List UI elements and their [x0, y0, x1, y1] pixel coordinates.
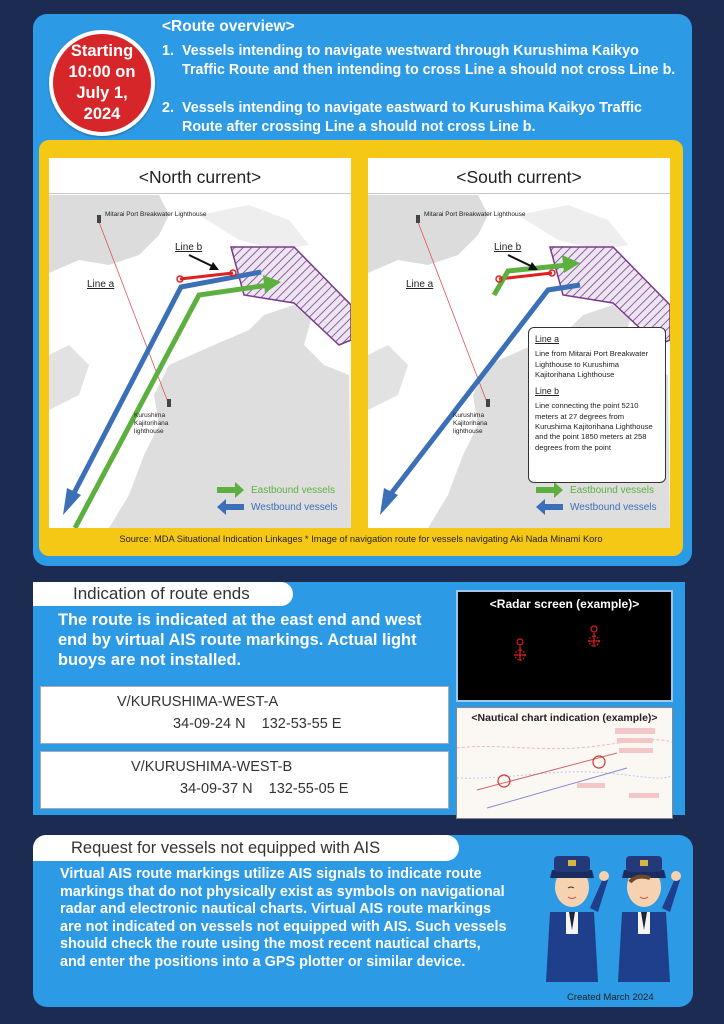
route-marking-card — [40, 686, 449, 744]
radar-ais-marker-icon — [514, 639, 526, 661]
overview-item-number: 1. — [162, 43, 174, 59]
line-a-label: Line a — [87, 279, 115, 290]
nautical-chart-example — [456, 707, 673, 819]
officer-figure — [618, 856, 681, 982]
lighthouse-label: lighthouse — [134, 428, 164, 435]
chart-annotation — [617, 738, 653, 743]
route-marking-lat: 34-09-24 N — [173, 716, 246, 732]
overview-item — [162, 99, 682, 136]
badge-line: 10:00 on — [68, 63, 136, 81]
lighthouse-label: Kurushima — [453, 412, 485, 419]
lighthouse-marker — [416, 215, 420, 223]
start-date-badge — [49, 30, 155, 136]
nautical-chart-graphic — [457, 708, 672, 818]
route-marking-name: V/KURUSHIMA-WEST-A — [117, 694, 279, 710]
westbound-legend-label: Westbound vessels — [251, 502, 338, 513]
route-marking-name: V/KURUSHIMA-WEST-B — [131, 759, 293, 775]
ais-request-text: Virtual AIS route markings utilize AIS signals to indicate route markings that do not physically exist as symbols on navigational radar and electronic nautical charts. Virtual AIS route markings are not indicated on vessels not equipped with AIS. Such vessels should check the route using the most recent nautical charts, and enter the positions into a GPS plotter or similar device. — [60, 866, 507, 970]
land-mass — [518, 205, 628, 250]
line-a-legend-text: Line from Mitarai Port Breakwater Lighthouse to Kurushima Kajitorihana Lighthouse — [535, 349, 649, 379]
line-b-label: Line b — [494, 242, 522, 253]
line-a-label: Line a — [406, 279, 434, 290]
land-mass — [49, 195, 169, 273]
line-definition-legend — [528, 327, 666, 483]
ais-request-heading: Request for vessels not equipped with AIS — [33, 835, 459, 861]
badge-line: Starting — [70, 42, 134, 60]
eastbound-legend-label: Eastbound vessels — [570, 485, 654, 496]
lighthouse-label: Kajitorihana — [134, 420, 169, 427]
route-ends-heading: Indication of route ends — [33, 582, 293, 606]
overview-item-number: 2. — [162, 100, 174, 116]
line-b-pointer — [508, 255, 533, 267]
route-marking-card — [40, 751, 449, 809]
radar-screen-example — [456, 590, 673, 702]
lighthouse-label: Mitarai Port Breakwater Lighthouse — [105, 211, 207, 218]
route-marking-lon: 132-55-05 E — [268, 781, 349, 797]
radar-ais-marker-icon — [588, 626, 600, 647]
land-mass — [368, 345, 408, 410]
radar-graphic — [458, 592, 671, 700]
line-b-pointer — [189, 255, 214, 267]
lighthouse-label: Kurushima — [134, 412, 166, 419]
chart-annotation — [577, 783, 605, 788]
south-map-title: <South current> — [368, 158, 670, 194]
land-mass — [49, 345, 89, 410]
badge-line: July 1, — [76, 84, 128, 102]
line-b-label: Line b — [175, 242, 203, 253]
line-b-legend-heading: Line b — [535, 386, 559, 397]
radar-screen-title: <Radar screen (example)> — [489, 597, 640, 611]
north-current-map — [49, 158, 351, 528]
lighthouse-marker — [97, 215, 101, 223]
overview-item — [162, 42, 677, 79]
source-note: Source: MDA Situational Indication Linkages * Image of navigation route for vessels navigating Aki Nada Minami Koro — [119, 534, 603, 544]
officer-figure — [546, 856, 609, 982]
route-ends-text: The route is indicated at the east end and west end by virtual AIS route markings. Actual light buoys are not installed. — [58, 611, 422, 669]
nautical-chart-title: <Nautical chart indication (example)> — [471, 712, 658, 724]
route-marking-position — [180, 781, 348, 797]
land-mass — [368, 195, 488, 273]
chart-annotation — [619, 748, 653, 753]
line-a-legend-heading: Line a — [535, 334, 559, 344]
saluting-officers-illustration — [536, 842, 686, 987]
created-date: Created March 2024 — [567, 992, 654, 1003]
north-map-graphic — [49, 195, 351, 528]
land-mass — [199, 205, 309, 250]
lighthouse-label: lighthouse — [453, 428, 483, 435]
lighthouse-marker — [486, 399, 490, 407]
lighthouse-marker — [167, 399, 171, 407]
overview-item-text: Vessels intending to navigate westward through Kurushima Kaikyo Traffic Route and then intending to cross Line a should not cross Line b. — [182, 43, 676, 78]
route-marking-lon: 132-53-55 E — [261, 716, 342, 732]
lighthouse-label: Mitarai Port Breakwater Lighthouse — [424, 211, 526, 218]
line-b-legend-text: Line connecting the point 5210 meters at 27 degrees from Kurushima Kajitorihana Lighthouse and the point 1850 meters at 258 degrees from the point — [535, 401, 653, 452]
route-marking-lat: 34-09-37 N — [180, 781, 253, 797]
eastbound-legend-label: Eastbound vessels — [251, 485, 335, 496]
westbound-legend-label: Westbound vessels — [570, 502, 657, 513]
chart-annotation — [615, 728, 655, 734]
badge-line: 2024 — [83, 105, 121, 123]
westbound-arrowhead — [63, 488, 81, 515]
lighthouse-label: Kajitorihana — [453, 420, 488, 427]
route-marking-position — [173, 716, 341, 732]
north-map-title: <North current> — [49, 158, 351, 194]
chart-annotation — [629, 793, 659, 798]
overview-heading: <Route overview> — [162, 18, 295, 35]
overview-item-text: Vessels intending to navigate eastward to Kurushima Kaikyo Traffic Route after crossing Line a should not cross Line b. — [182, 100, 643, 135]
